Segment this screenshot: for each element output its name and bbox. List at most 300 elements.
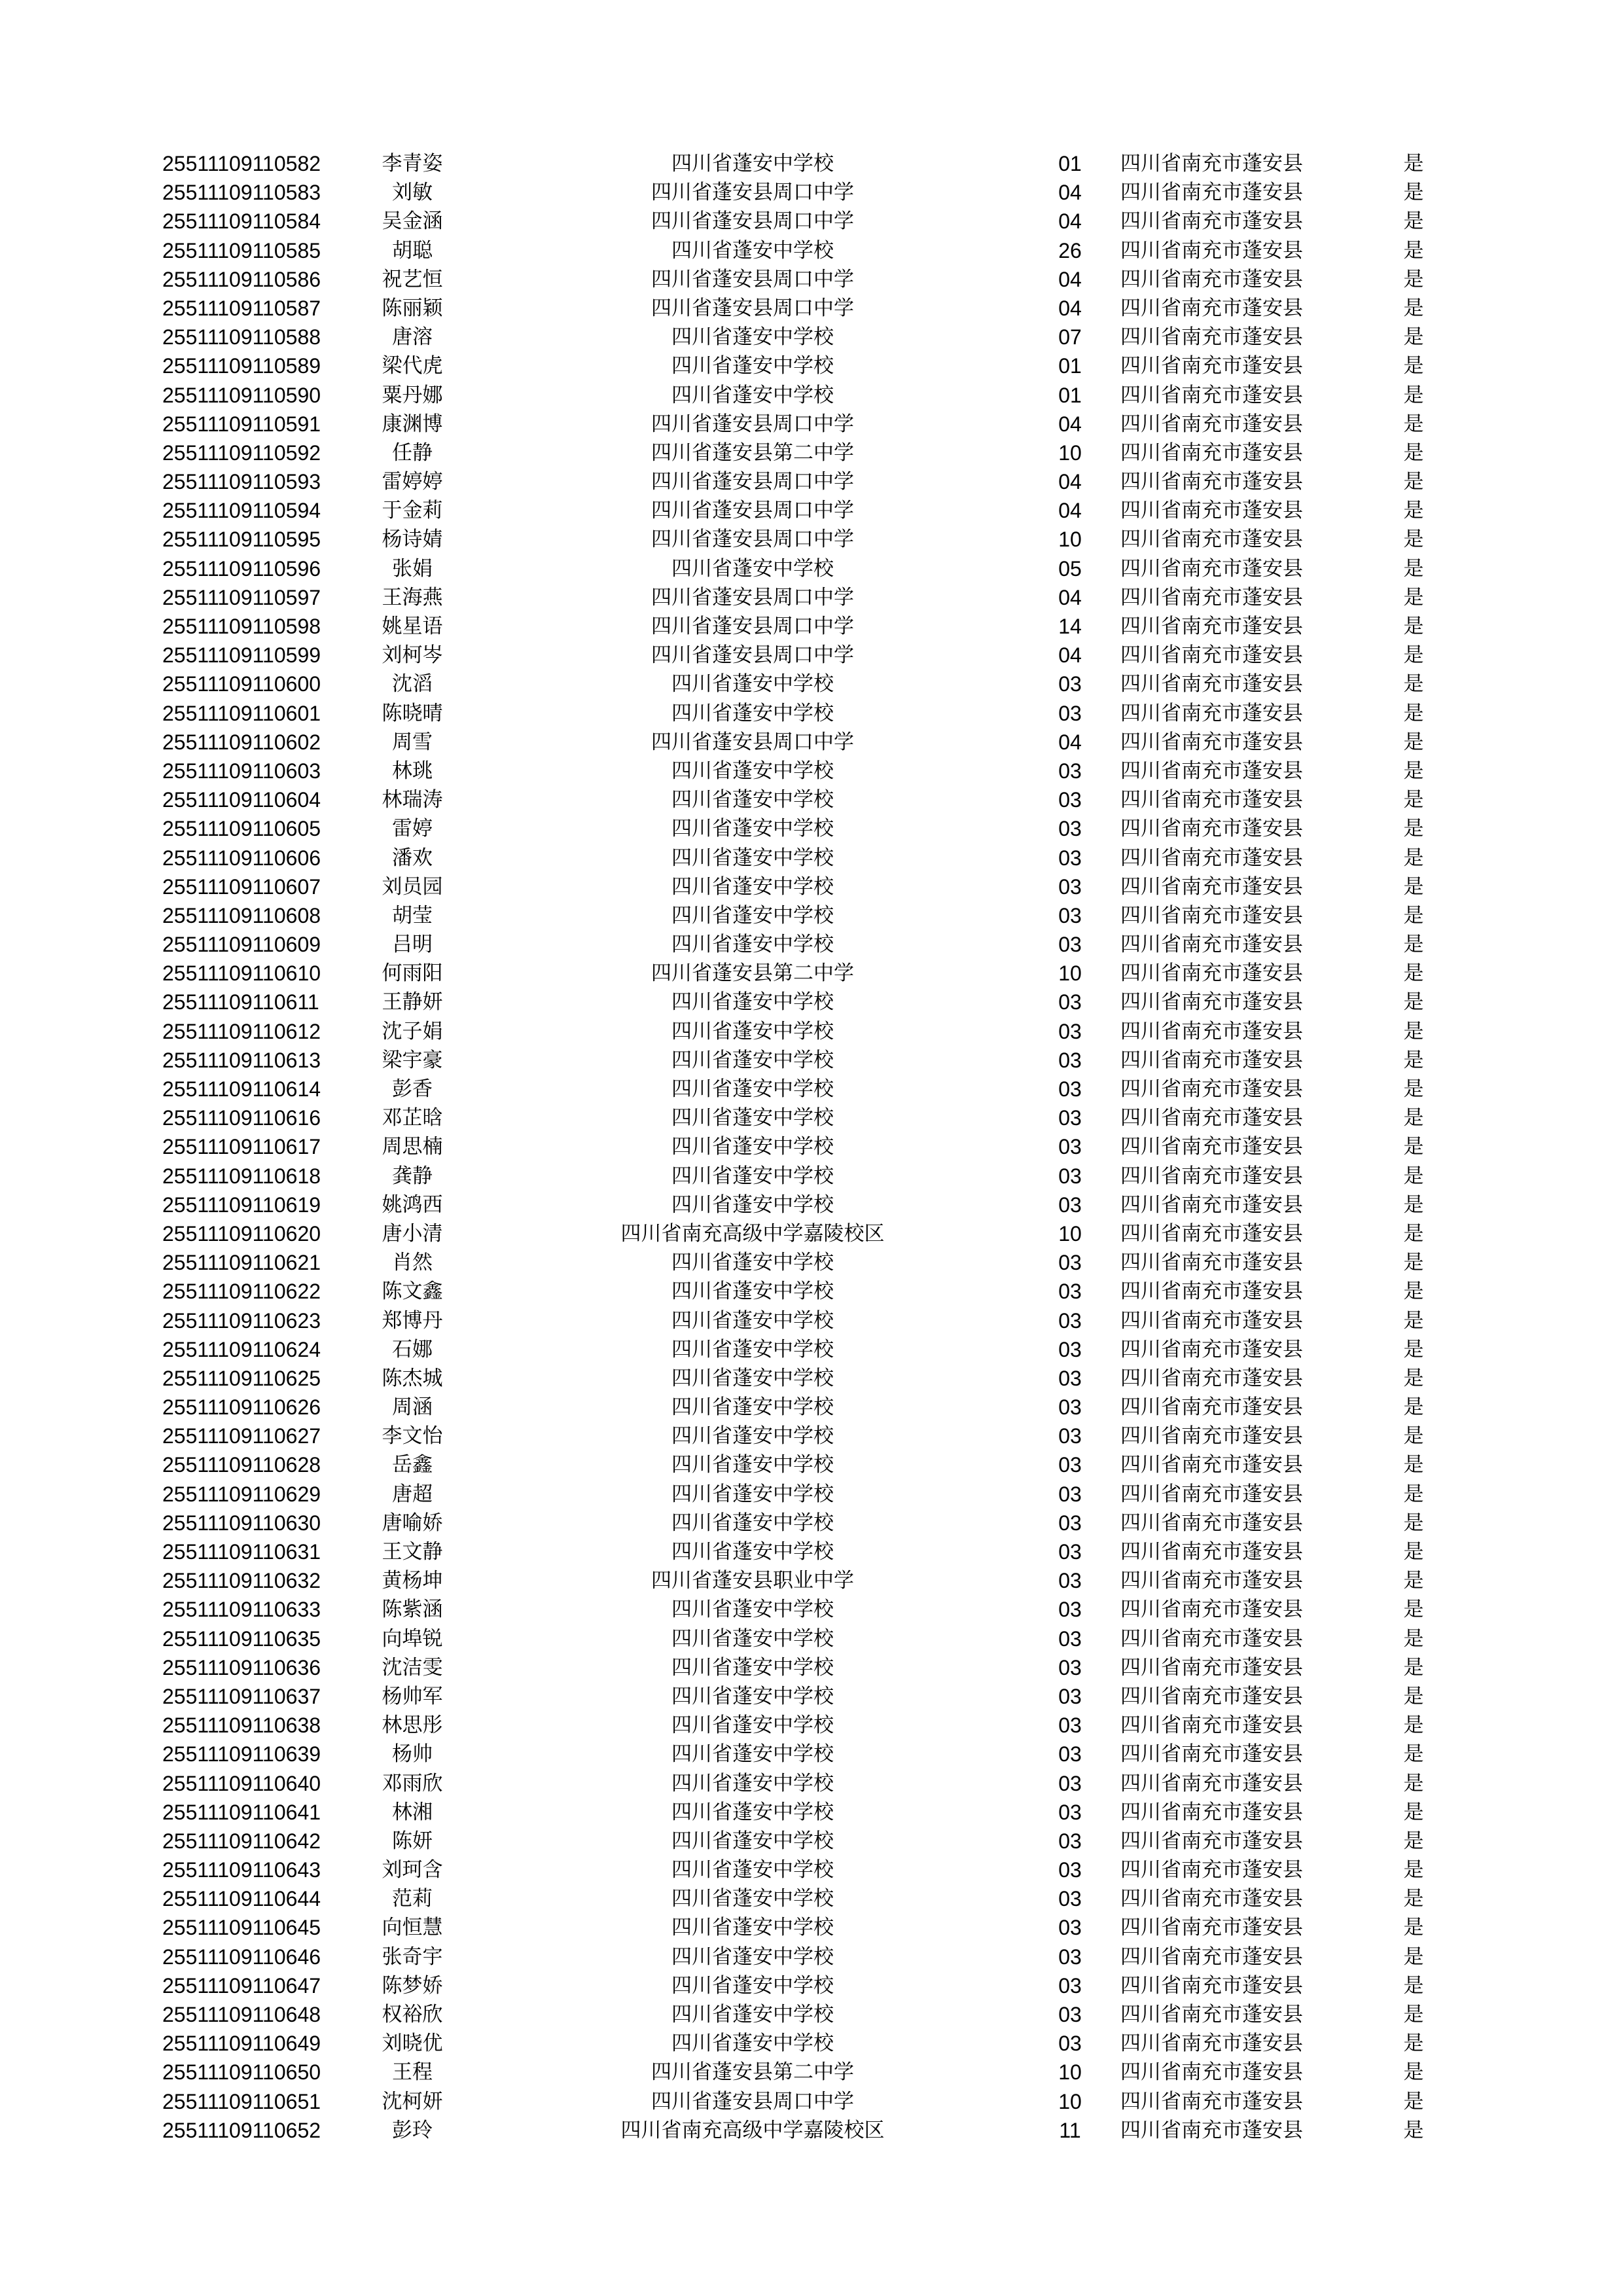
candidate-id: 25511109110600 [162,672,321,696]
category-code: 03 [1058,1106,1082,1130]
student-name: 刘员园 [382,874,443,899]
student-name: 沈子娟 [382,1019,443,1043]
region: 四川省南充市蓬安县 [1120,1916,1303,1940]
table-row [0,1769,1623,1798]
student-name: 王海燕 [382,585,443,609]
eligibility-flag: 是 [1403,2060,1424,2085]
region: 四川省南充市蓬安县 [1120,961,1303,986]
student-name: 龚静 [392,1164,433,1188]
table-row [0,1017,1623,1046]
school-name: 四川省蓬安中学校 [671,1945,834,1969]
school-name: 四川省蓬安中学校 [671,1019,834,1043]
region: 四川省南充市蓬安县 [1120,1598,1303,1622]
student-name: 雷婷 [392,817,433,841]
region: 四川省南充市蓬安县 [1120,1945,1303,1969]
student-name: 何雨阳 [382,961,443,986]
school-name: 四川省蓬安县周口中学 [651,528,854,552]
school-name: 四川省蓬安中学校 [671,1540,834,1564]
table-row [0,1450,1623,1479]
student-name: 梁宇豪 [382,1048,443,1072]
school-name: 四川省蓬安中学校 [671,1048,834,1072]
eligibility-flag: 是 [1403,1424,1424,1448]
eligibility-flag: 是 [1403,1482,1424,1506]
region: 四川省南充市蓬安县 [1120,1019,1303,1043]
category-code: 03 [1058,1337,1082,1361]
category-code: 03 [1058,1858,1082,1882]
school-name: 四川省蓬安中学校 [671,1366,834,1390]
school-name: 四川省蓬安县第二中学 [651,2060,854,2085]
student-name: 向恒慧 [382,1916,443,1940]
eligibility-flag: 是 [1403,383,1424,407]
school-name: 四川省蓬安中学校 [671,1916,834,1940]
student-name: 陈杰城 [382,1366,443,1390]
region: 四川省南充市蓬安县 [1120,1887,1303,1911]
category-code: 10 [1058,1221,1082,1246]
student-name: 粟丹娜 [382,383,443,407]
student-name: 王文静 [382,1540,443,1564]
student-name: 沈洁雯 [382,1655,443,1679]
region: 四川省南充市蓬安县 [1120,817,1303,841]
table-row [0,1132,1623,1161]
candidate-id: 25511109110631 [162,1540,321,1564]
student-table [0,149,1623,2145]
school-name: 四川省蓬安中学校 [671,1077,834,1101]
student-name: 潘欢 [392,846,433,870]
region: 四川省南充市蓬安县 [1120,1366,1303,1390]
eligibility-flag: 是 [1403,1858,1424,1882]
eligibility-flag: 是 [1403,1916,1424,1940]
eligibility-flag: 是 [1403,874,1424,899]
category-code: 10 [1058,528,1082,552]
student-name: 沈柯妍 [382,2089,443,2113]
candidate-id: 25511109110627 [162,1424,321,1448]
table-row [0,178,1623,207]
eligibility-flag: 是 [1403,1540,1424,1564]
eligibility-flag: 是 [1403,961,1424,986]
student-name: 肖然 [392,1251,433,1275]
category-code: 03 [1058,1655,1082,1679]
candidate-id: 25511109110612 [162,1019,321,1043]
student-name: 任静 [392,440,433,465]
table-row [0,612,1623,641]
category-code: 03 [1058,933,1082,957]
region: 四川省南充市蓬安县 [1120,354,1303,378]
category-code: 03 [1058,1395,1082,1420]
school-name: 四川省蓬安中学校 [671,2032,834,2056]
category-code: 03 [1058,1800,1082,1824]
category-code: 03 [1058,1742,1082,1767]
category-code: 10 [1058,2089,1082,2113]
school-name: 四川省蓬安县周口中学 [651,499,854,523]
eligibility-flag: 是 [1403,585,1424,609]
candidate-id: 25511109110617 [162,1135,321,1159]
student-name: 林珧 [392,759,433,783]
category-code: 03 [1058,1626,1082,1651]
candidate-id: 25511109110635 [162,1626,321,1651]
table-row [0,988,1623,1016]
eligibility-flag: 是 [1403,1453,1424,1477]
student-name: 胡聪 [392,238,433,262]
school-name: 四川省蓬安中学校 [671,238,834,262]
student-name: 刘珂含 [382,1858,443,1882]
candidate-id: 25511109110633 [162,1598,321,1622]
school-name: 四川省蓬安中学校 [671,759,834,783]
table-row [0,467,1623,496]
category-code: 03 [1058,1973,1082,1998]
category-code: 04 [1058,643,1082,668]
table-row [0,294,1623,323]
candidate-id: 25511109110613 [162,1048,321,1072]
school-name: 四川省蓬安中学校 [671,1424,834,1448]
region: 四川省南充市蓬安县 [1120,1106,1303,1130]
region: 四川省南充市蓬安县 [1120,788,1303,812]
category-code: 03 [1058,1540,1082,1564]
candidate-id: 25511109110618 [162,1164,321,1188]
student-name: 周雪 [392,730,433,754]
eligibility-flag: 是 [1403,296,1424,320]
region: 四川省南充市蓬安县 [1120,181,1303,205]
student-name: 林瑞涛 [382,788,443,812]
region: 四川省南充市蓬安县 [1120,238,1303,262]
eligibility-flag: 是 [1403,470,1424,494]
candidate-id: 25511109110584 [162,209,321,234]
category-code: 03 [1058,1048,1082,1072]
eligibility-flag: 是 [1403,1048,1424,1072]
eligibility-flag: 是 [1403,2032,1424,2056]
region: 四川省南充市蓬安县 [1120,1626,1303,1651]
table-row [0,1306,1623,1335]
student-name: 胡莹 [392,903,433,927]
student-name: 陈文鑫 [382,1280,443,1304]
category-code: 04 [1058,585,1082,609]
school-name: 四川省蓬安中学校 [671,701,834,725]
region: 四川省南充市蓬安县 [1120,1858,1303,1882]
school-name: 四川省蓬安中学校 [671,1453,834,1477]
school-name: 四川省蓬安县周口中学 [651,267,854,291]
candidate-id: 25511109110632 [162,1569,321,1593]
region: 四川省南充市蓬安县 [1120,701,1303,725]
category-code: 03 [1058,1424,1082,1448]
category-code: 03 [1058,788,1082,812]
school-name: 四川省蓬安中学校 [671,1337,834,1361]
candidate-id: 25511109110607 [162,874,321,899]
school-name: 四川省蓬安中学校 [671,817,834,841]
candidate-id: 25511109110597 [162,585,321,609]
candidate-id: 25511109110636 [162,1655,321,1679]
table-row [0,1566,1623,1595]
eligibility-flag: 是 [1403,556,1424,581]
student-name: 陈梦娇 [382,1973,443,1998]
region: 四川省南充市蓬安县 [1120,1251,1303,1275]
student-name: 刘柯岑 [382,643,443,668]
candidate-id: 25511109110644 [162,1887,321,1911]
table-row [0,901,1623,930]
category-code: 03 [1058,1135,1082,1159]
region: 四川省南充市蓬安县 [1120,1713,1303,1738]
student-name: 沈滔 [392,672,433,696]
table-row [0,1075,1623,1103]
school-name: 四川省蓬安县周口中学 [651,615,854,638]
table-row [0,814,1623,843]
student-name: 于金莉 [382,499,443,523]
region: 四川省南充市蓬安县 [1120,1164,1303,1188]
school-name: 四川省蓬安县周口中学 [651,730,854,754]
eligibility-flag: 是 [1403,1337,1424,1361]
candidate-id: 25511109110595 [162,528,321,552]
school-name: 四川省蓬安中学校 [671,1771,834,1795]
region: 四川省南充市蓬安县 [1120,730,1303,754]
category-code: 04 [1058,267,1082,291]
category-code: 03 [1058,1482,1082,1506]
table-row [0,2000,1623,2029]
category-code: 03 [1058,1713,1082,1738]
student-name: 姚星语 [382,615,443,638]
candidate-id: 25511109110647 [162,1973,321,1998]
table-row [0,1480,1623,1509]
candidate-id: 25511109110638 [162,1713,321,1738]
table-row [0,2087,1623,2116]
school-name: 四川省蓬安中学校 [671,1106,834,1130]
candidate-id: 25511109110585 [162,238,321,262]
category-code: 03 [1058,1308,1082,1333]
student-name: 梁代虎 [382,354,443,378]
region: 四川省南充市蓬安县 [1120,1800,1303,1824]
table-row [0,930,1623,959]
category-code: 03 [1058,1569,1082,1593]
school-name: 四川省蓬安县第二中学 [651,440,854,465]
table-row [0,1913,1623,1942]
candidate-id: 25511109110591 [162,412,321,436]
category-code: 03 [1058,1684,1082,1708]
school-name: 四川省蓬安中学校 [671,903,834,927]
eligibility-flag: 是 [1403,1135,1424,1159]
candidate-id: 25511109110593 [162,470,321,494]
student-name: 张奇宇 [382,1945,443,1969]
student-name: 王静妍 [382,990,443,1014]
region: 四川省南充市蓬安县 [1120,2118,1303,2142]
region: 四川省南充市蓬安县 [1120,1482,1303,1506]
eligibility-flag: 是 [1403,1626,1424,1651]
eligibility-flag: 是 [1403,1164,1424,1188]
eligibility-flag: 是 [1403,990,1424,1014]
table-row [0,699,1623,728]
category-code: 01 [1058,354,1082,378]
table-row [0,728,1623,757]
table-row [0,757,1623,785]
eligibility-flag: 是 [1403,412,1424,436]
region: 四川省南充市蓬安县 [1120,874,1303,899]
student-name: 李文怡 [382,1424,443,1448]
category-code: 03 [1058,1280,1082,1304]
table-row [0,2058,1623,2087]
eligibility-flag: 是 [1403,2003,1424,2026]
candidate-id: 25511109110630 [162,1511,321,1535]
table-row [0,670,1623,698]
school-name: 四川省蓬安县职业中学 [651,1569,854,1593]
student-name: 权裕欣 [382,2003,443,2026]
eligibility-flag: 是 [1403,238,1424,262]
school-name: 四川省南充高级中学嘉陵校区 [620,2118,885,2142]
category-code: 04 [1058,499,1082,523]
student-name: 邓芷晗 [382,1106,443,1130]
eligibility-flag: 是 [1403,2089,1424,2113]
student-name: 陈晓晴 [382,701,443,725]
region: 四川省南充市蓬安县 [1120,1077,1303,1101]
category-code: 04 [1058,181,1082,205]
table-row [0,496,1623,525]
region: 四川省南充市蓬安县 [1120,383,1303,407]
table-row [0,1827,1623,1856]
candidate-id: 25511109110594 [162,499,321,523]
student-name: 彭香 [392,1077,433,1101]
table-row [0,351,1623,380]
candidate-id: 25511109110610 [162,961,321,986]
region: 四川省南充市蓬安县 [1120,615,1303,638]
candidate-id: 25511109110637 [162,1684,321,1708]
candidate-id: 25511109110629 [162,1482,321,1506]
table-row [0,1335,1623,1364]
eligibility-flag: 是 [1403,1973,1424,1998]
candidate-id: 25511109110623 [162,1308,321,1333]
school-name: 四川省蓬安县周口中学 [651,643,854,668]
eligibility-flag: 是 [1403,499,1424,523]
region: 四川省南充市蓬安县 [1120,556,1303,581]
school-name: 四川省蓬安中学校 [671,1395,834,1420]
table-row [0,1103,1623,1132]
table-row [0,1191,1623,1219]
candidate-id: 25511109110590 [162,383,321,407]
table-row [0,1537,1623,1566]
table-row [0,1798,1623,1827]
region: 四川省南充市蓬安县 [1120,1540,1303,1564]
school-name: 四川省蓬安县周口中学 [651,296,854,320]
student-name: 彭玲 [392,2118,433,2142]
region: 四川省南充市蓬安县 [1120,585,1303,609]
eligibility-flag: 是 [1403,181,1424,205]
school-name: 四川省蓬安中学校 [671,846,834,870]
candidate-id: 25511109110641 [162,1800,321,1824]
region: 四川省南充市蓬安县 [1120,440,1303,465]
candidate-id: 25511109110604 [162,788,321,812]
school-name: 四川省蓬安中学校 [671,1135,834,1159]
eligibility-flag: 是 [1403,1771,1424,1795]
school-name: 四川省蓬安中学校 [671,1626,834,1651]
school-name: 四川省蓬安县周口中学 [651,470,854,494]
category-code: 03 [1058,1771,1082,1795]
region: 四川省南充市蓬安县 [1120,2003,1303,2026]
table-row [0,1595,1623,1624]
school-name: 四川省蓬安中学校 [671,1742,834,1767]
region: 四川省南充市蓬安县 [1120,1684,1303,1708]
eligibility-flag: 是 [1403,1800,1424,1824]
candidate-id: 25511109110588 [162,325,321,350]
school-name: 四川省蓬安中学校 [671,672,834,696]
school-name: 四川省蓬安中学校 [671,1280,834,1304]
candidate-id: 25511109110605 [162,817,321,841]
region: 四川省南充市蓬安县 [1120,470,1303,494]
eligibility-flag: 是 [1403,1829,1424,1853]
candidate-id: 25511109110586 [162,267,321,291]
region: 四川省南充市蓬安县 [1120,499,1303,523]
region: 四川省南充市蓬安县 [1120,267,1303,291]
category-code: 03 [1058,1251,1082,1275]
eligibility-flag: 是 [1403,1569,1424,1593]
student-name: 吕明 [392,933,433,957]
region: 四川省南充市蓬安县 [1120,1048,1303,1072]
eligibility-flag: 是 [1403,903,1424,927]
candidate-id: 25511109110609 [162,933,321,957]
school-name: 四川省蓬安中学校 [671,874,834,899]
school-name: 四川省蓬安中学校 [671,933,834,957]
category-code: 01 [1058,152,1082,175]
eligibility-flag: 是 [1403,1945,1424,1969]
school-name: 四川省蓬安县周口中学 [651,209,854,234]
candidate-id: 25511109110601 [162,701,321,725]
eligibility-flag: 是 [1403,1395,1424,1420]
category-code: 03 [1058,1829,1082,1853]
eligibility-flag: 是 [1403,1366,1424,1390]
school-name: 四川省蓬安中学校 [671,1973,834,1998]
school-name: 四川省蓬安中学校 [671,325,834,350]
student-name: 岳鑫 [392,1453,433,1477]
eligibility-flag: 是 [1403,759,1424,783]
region: 四川省南充市蓬安县 [1120,759,1303,783]
category-code: 05 [1058,556,1082,581]
candidate-id: 25511109110608 [162,903,321,927]
student-name: 邓雨欣 [382,1771,443,1795]
candidate-id: 25511109110619 [162,1193,321,1217]
region: 四川省南充市蓬安县 [1120,903,1303,927]
category-code: 03 [1058,1511,1082,1535]
category-code: 03 [1058,1164,1082,1188]
table-row [0,236,1623,265]
table-row [0,1884,1623,1913]
school-name: 四川省蓬安中学校 [671,1511,834,1535]
table-row [0,641,1623,670]
candidate-id: 25511109110643 [162,1858,321,1882]
eligibility-flag: 是 [1403,1742,1424,1767]
category-code: 01 [1058,383,1082,407]
school-name: 四川省蓬安中学校 [671,1655,834,1679]
student-name: 姚鸿西 [382,1193,443,1217]
region: 四川省南充市蓬安县 [1120,528,1303,552]
student-name: 唐喻娇 [382,1511,443,1535]
eligibility-flag: 是 [1403,1713,1424,1738]
region: 四川省南充市蓬安县 [1120,1221,1303,1246]
eligibility-flag: 是 [1403,615,1424,638]
region: 四川省南充市蓬安县 [1120,2060,1303,2085]
table-row [0,554,1623,583]
eligibility-flag: 是 [1403,1887,1424,1911]
eligibility-flag: 是 [1403,1598,1424,1622]
student-name: 康渊博 [382,412,443,436]
student-name: 陈丽颖 [382,296,443,320]
table-row [0,1509,1623,1537]
region: 四川省南充市蓬安县 [1120,1308,1303,1333]
candidate-id: 25511109110596 [162,556,321,581]
region: 四川省南充市蓬安县 [1120,1453,1303,1477]
region: 四川省南充市蓬安县 [1120,412,1303,436]
region: 四川省南充市蓬安县 [1120,1569,1303,1593]
table-row [0,1248,1623,1277]
category-code: 03 [1058,990,1082,1014]
category-code: 14 [1058,615,1082,638]
school-name: 四川省蓬安中学校 [671,1193,834,1217]
school-name: 四川省蓬安中学校 [671,1713,834,1738]
table-row [0,1653,1623,1682]
category-code: 03 [1058,874,1082,899]
region: 四川省南充市蓬安县 [1120,2032,1303,2056]
